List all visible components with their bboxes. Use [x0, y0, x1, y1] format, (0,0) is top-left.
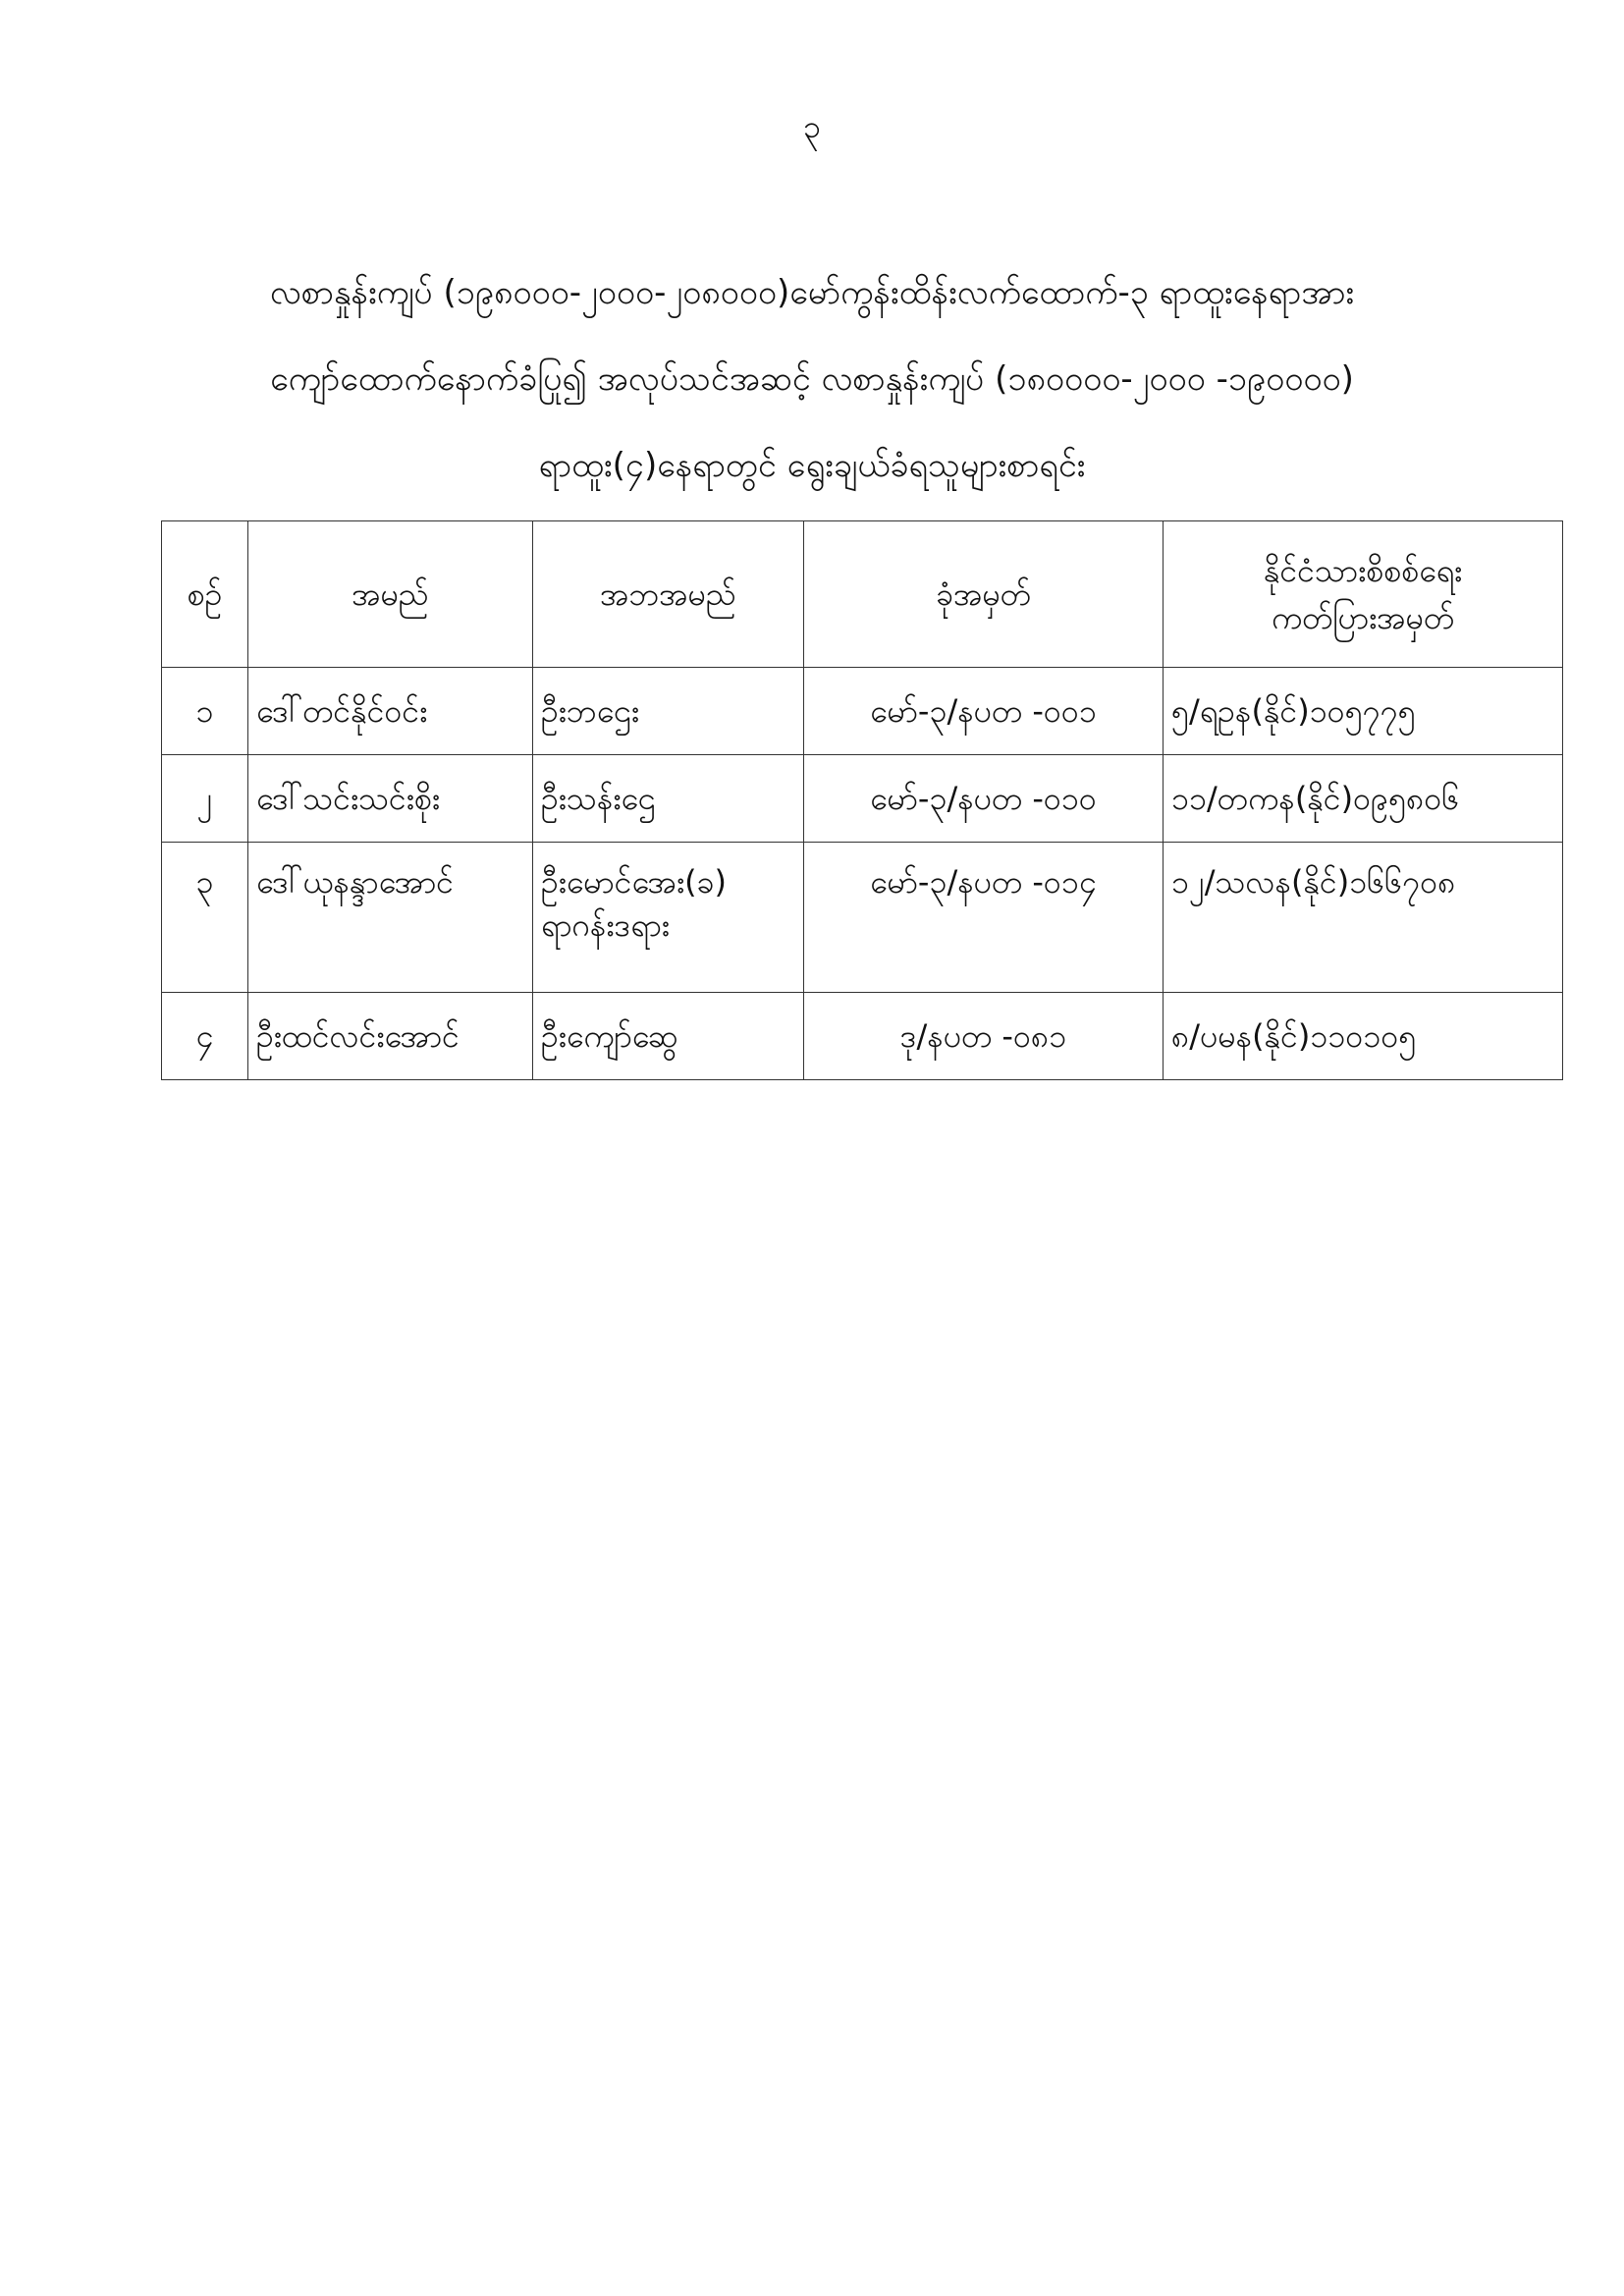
row-nrc: ၈/ပမန(နိုင်)၁၁၀၁၀၅	[1164, 993, 1563, 1080]
page-title-line-3: ရာထူး(၄)နေရာတွင် ရွေးချယ်ခံရသူများစာရင်း	[538, 446, 1086, 485]
row-nrc: ၁၂/သလန(နိုင်)၁၆၆၇၀၈	[1164, 843, 1563, 993]
row-post-number: မော်-၃/နပတ -၀၀၁	[804, 668, 1164, 755]
row-father-name: ဦးဘဌေး	[533, 668, 804, 755]
row-name: ဦးထင်လင်းအောင်	[248, 993, 533, 1080]
row-father-name	[533, 843, 804, 993]
row-name: ဒေါ်တင်နိုင်ဝင်း	[248, 668, 533, 755]
row-father-name: ဦးသန်းဌေ	[533, 755, 804, 843]
row-post-number: မော်-၃/နပတ -၀၁၄	[804, 843, 1164, 993]
row-father-name-line-1: ဦးမောင်အေး(ခ)	[541, 863, 728, 901]
row-no: ၄	[162, 993, 248, 1080]
header-post-number: ခုံအမှတ်	[804, 521, 1164, 668]
header-no: စဉ်	[162, 521, 248, 668]
page-title-line-1: လစာနှုန်းကျပ် (၁၉၈၀၀၀-၂၀၀၀-၂၀၈၀၀၀)မော်ကွန်းထိန်းလက်ထောက်-၃ ရာထူးနေရာအား	[269, 273, 1355, 312]
page-number: ၃	[803, 108, 821, 145]
row-post-number: ဒု/နပတ -၀၈၁	[804, 993, 1164, 1080]
row-father-name: ဦးကျော်ဆွေ	[533, 993, 804, 1080]
table-row	[162, 993, 1563, 1080]
row-nrc: ၅/ရဥန(နိုင်)၁၀၅၇၇၅	[1164, 668, 1563, 755]
table-row	[162, 755, 1563, 843]
header-father-name: အဘအမည်	[533, 521, 804, 668]
selection-table	[161, 520, 1563, 1080]
row-father-name-line-2: ရာဂန်းဒရား	[541, 906, 670, 944]
row-post-number: မော်-၃/နပတ -၀၁၀	[804, 755, 1164, 843]
table-row	[162, 843, 1563, 993]
row-nrc: ၁၁/တကန(နိုင်)၀၉၅၈၀၆	[1164, 755, 1563, 843]
row-no: ၃	[162, 843, 248, 993]
header-nrc-line-1: နိုင်ငံသားစိစစ်ရေး	[1263, 552, 1463, 589]
page-title-line-2: ကျော်ထောက်နောက်ခံပြု၍ အလုပ်သင်အဆင့် လစာနှုန်းကျပ် (၁၈၀၀၀၀-၂၀၀၀ -၁၉၀၀၀၀)	[270, 359, 1354, 399]
header-nrc	[1164, 521, 1563, 668]
table-header-row	[162, 521, 1563, 668]
row-no: ၂	[162, 755, 248, 843]
header-nrc-line-2: ကတ်ပြားအမှတ်	[1271, 599, 1455, 636]
row-name: ဒေါ်ယုနန္ဒာအောင်	[248, 843, 533, 993]
header-name: အမည်	[248, 521, 533, 668]
table-row	[162, 668, 1563, 755]
row-no: ၁	[162, 668, 248, 755]
row-name: ဒေါ်သင်းသင်းစိုး	[248, 755, 533, 843]
